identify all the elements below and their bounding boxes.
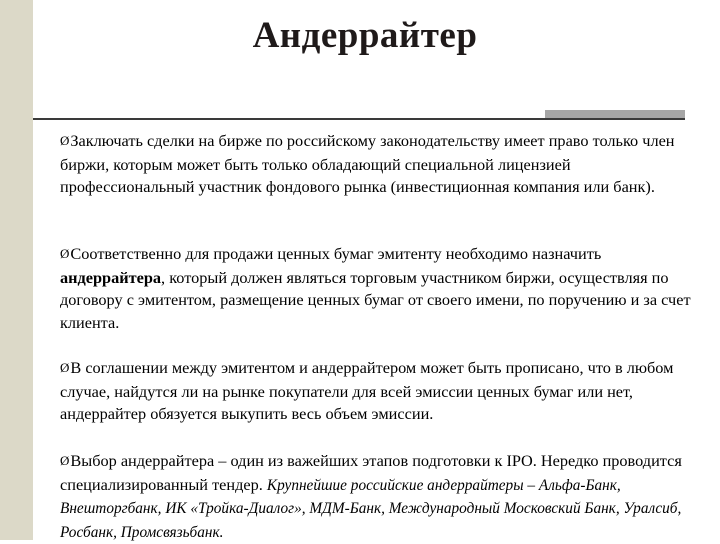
slide-title: Андеррайтер <box>252 15 478 56</box>
arrow-bullet-icon: Ø <box>60 133 70 148</box>
paragraph-agreement <box>60 357 700 426</box>
paragraph-text: Заключать сделки на бирже по российскому законодательству имеет право только член биржи, которым может быть только обладающий специальной лицензией профессиональный участник фондового рынка (инвестиционная компания или банк). <box>60 131 675 196</box>
paragraph-text: , который должен являться торговым участником биржи, осуществляя по договору с эмитентом, размещение ценных бумаг от своего имени, по поручению и за счет клиента. <box>60 267 691 332</box>
paragraph-exchange-members <box>60 130 700 199</box>
arrow-bullet-icon: Ø <box>60 246 70 261</box>
underwriters-list: Крупнейшие российские андеррайтеры – Альфа-Банк, Внешторгбанк, ИК «Тройка-Диалог», МДМ-Банк, Международный Московский Банк, Уралсиб, Росбанк, Промсвязьбанк. <box>60 476 682 541</box>
paragraph-underwriter-choice <box>60 450 700 544</box>
paragraph-underwriter-role <box>60 243 700 334</box>
paragraph-text: В соглашении между эмитентом и андеррайтером может быть прописано, что в любом случае, найдутся ли на рынке покупатели для всей эмиссии ценных бумаг или нет, андеррайтер обязуется выкупить весь объем эмиссии. <box>60 358 674 423</box>
paragraph-text: Соответственно для продажи ценных бумаг эмитенту необходимо назначить <box>70 244 602 263</box>
paragraph-text: Выбор андеррайтера – один из важейших этапов подготовки к IPO. Нередко проводится специализированный тендер. <box>60 451 682 494</box>
arrow-bullet-icon: Ø <box>60 453 70 468</box>
left-decor-band <box>0 0 33 540</box>
arrow-bullet-icon: Ø <box>60 360 70 375</box>
title-rule <box>33 118 685 120</box>
bold-term: андеррайтера <box>60 267 162 287</box>
